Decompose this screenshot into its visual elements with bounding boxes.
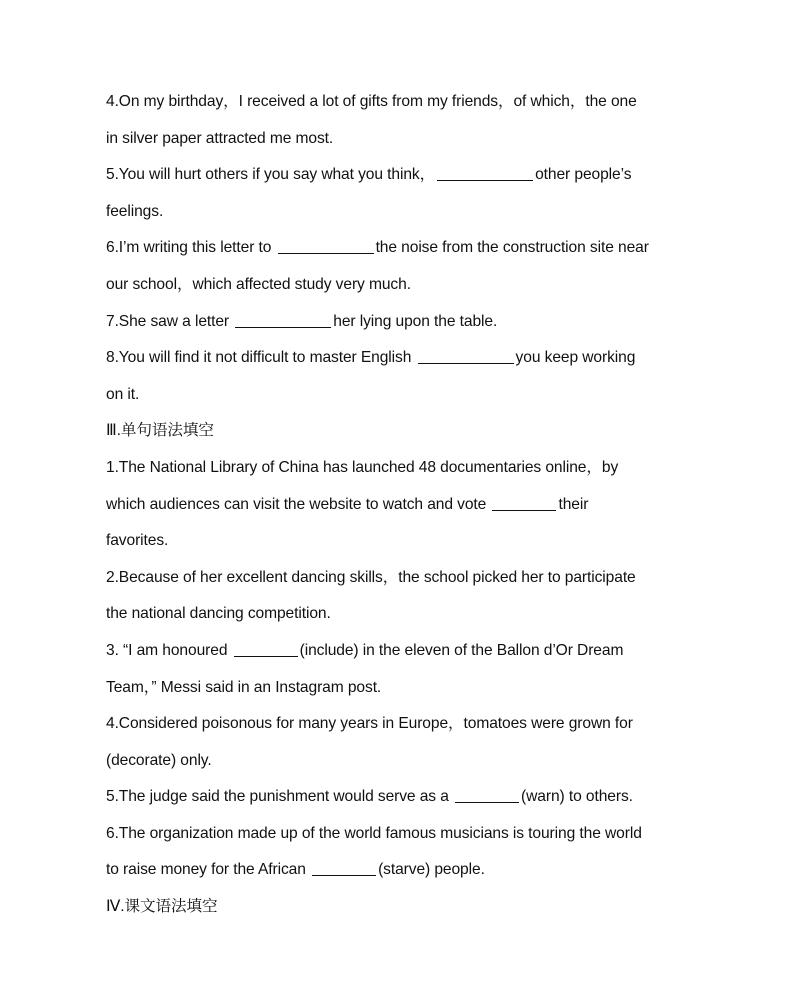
sentence-text: 6.I’m writing this letter to xyxy=(106,239,276,257)
sentence-text: 5.The judge said the punishment would serve as a xyxy=(106,788,454,806)
sentence-line xyxy=(106,487,696,524)
section-heading-text: Ⅳ.课文语法填空 xyxy=(106,898,218,916)
sentence-line xyxy=(106,267,696,304)
sentence-text: you keep working xyxy=(515,349,636,367)
section-heading-text: Ⅲ.单句语法填空 xyxy=(106,422,214,440)
sentence-line xyxy=(106,633,696,670)
sentence-line xyxy=(106,194,696,231)
sentence-line xyxy=(106,596,696,633)
answer-blank[interactable] xyxy=(235,313,331,328)
sentence-line xyxy=(106,560,696,597)
sentence-line xyxy=(106,340,696,377)
answer-blank[interactable] xyxy=(418,349,514,364)
sentence-text: the national dancing competition. xyxy=(106,605,331,623)
sentence-text: our school，which affected study very much. xyxy=(106,275,411,293)
sentence-text: 8.You will find it not difficult to master English xyxy=(106,349,416,367)
sentence-line xyxy=(106,706,696,743)
sentence-line xyxy=(106,84,696,121)
sentence-line xyxy=(106,816,696,853)
sentence-line xyxy=(106,852,696,889)
sentence-line xyxy=(106,779,696,816)
sentence-text: (include) in the eleven of the Ballon d’Or Dream xyxy=(299,641,624,659)
sentence-text: 3. “I am honoured xyxy=(106,641,232,659)
section-heading xyxy=(106,413,696,450)
sentence-text: which audiences can visit the website to watch and vote xyxy=(106,495,491,513)
answer-blank[interactable] xyxy=(278,239,374,254)
answer-blank[interactable] xyxy=(455,788,519,803)
sentence-line xyxy=(106,670,696,707)
sentence-text: 4.Considered poisonous for many years in Europe，tomatoes were grown for xyxy=(106,715,633,733)
exercise-text xyxy=(106,84,696,926)
sentence-text: (decorate) only. xyxy=(106,751,212,769)
sentence-text: favorites. xyxy=(106,532,169,550)
sentence-text: in silver paper attracted me most. xyxy=(106,129,334,147)
sentence-text: feelings. xyxy=(106,202,164,220)
sentence-line xyxy=(106,230,696,267)
sentence-text: 4.On my birthday，I received a lot of gifts from my friends，of which，the one xyxy=(106,93,637,110)
sentence-text: 7.She saw a letter xyxy=(106,312,234,330)
sentence-text: 1.The National Library of China has launched 48 documentaries online，by xyxy=(106,458,619,476)
sentence-line xyxy=(106,157,696,194)
sentence-text: (warn) to others. xyxy=(521,788,633,806)
section-heading xyxy=(106,889,696,926)
sentence-text: (starve) people. xyxy=(378,861,485,879)
sentence-line xyxy=(106,523,696,560)
answer-blank[interactable] xyxy=(312,861,376,876)
sentence-text: 5.You will hurt others if you say what you think， xyxy=(106,166,436,184)
sentence-text: to raise money for the African xyxy=(106,861,311,879)
sentence-line xyxy=(106,743,696,780)
sentence-text: their xyxy=(558,495,589,513)
sentence-line xyxy=(106,450,696,487)
sentence-line xyxy=(106,304,696,341)
sentence-text: her lying upon the table. xyxy=(333,312,498,330)
sentence-line xyxy=(106,121,696,158)
sentence-text: 6.The organization made up of the world famous musicians is touring the world xyxy=(106,824,642,842)
sentence-line xyxy=(106,377,696,414)
sentence-text: Team，” Messi said in an Instagram post. xyxy=(106,678,382,696)
sentence-text: on it. xyxy=(106,385,140,403)
answer-blank[interactable] xyxy=(437,166,533,181)
sentence-text: other people’s xyxy=(535,166,632,184)
sentence-text: the noise from the construction site near xyxy=(375,239,649,257)
answer-blank[interactable] xyxy=(234,642,298,657)
sentence-text: 2.Because of her excellent dancing skills，the school picked her to participate xyxy=(106,568,636,586)
answer-blank[interactable] xyxy=(492,496,556,511)
